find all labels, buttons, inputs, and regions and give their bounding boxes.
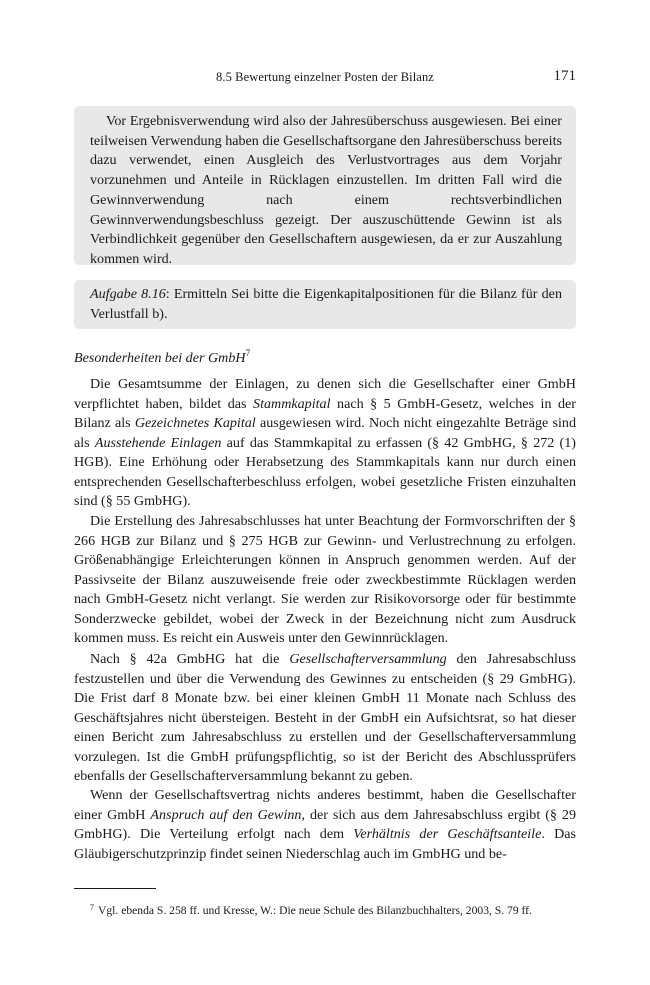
running-header (74, 70, 576, 90)
paragraph-1 (74, 375, 576, 512)
text-run: auf das Stammkapital zu erfassen (§ 42 GmbHG, § 272 (1) HGB). Eine Erhöhung oder Herabsetzung des Stammkapitals kann nur durch einen entsprechenden Gesellschafterbeschluss erfolgen, wobei gesetzliche Fristen einzuhalten sind (§ 55 GmbHG). (74, 434, 576, 509)
text-run: Wenn der Gesellschaftsvertrag nichts anderes bestimmt, haben die Gesellschafter einer GmbH (74, 787, 576, 823)
exercise-body: : Ermitteln Sei bitte die Eigenkapitalpositionen für die Bilanz für den Verlustfall b). (90, 286, 562, 322)
text-run: nach § 5 GmbH-Gesetz, welches in der Bilanz als (74, 395, 577, 431)
term-ausstehende-einlagen: Ausstehende Einlagen (94, 434, 222, 451)
exercise-text (90, 285, 562, 324)
section-footnote-mark: 7 (245, 348, 251, 358)
summary-box (74, 106, 576, 265)
term-gesellschafterversammlung: Gesellschafterversammlung (289, 651, 447, 667)
term-stammkapital: Stammkapital (253, 395, 331, 412)
text-run: Nach § 42a GmbHG hat die (90, 651, 290, 667)
summary-box-text: Vor Ergebnisverwendung wird also der Jahresüberschuss ausgewiesen. Bei einer teilweisen Verwendung haben die Gesellschaftsorgane den Jahresüberschuss bereits dazu verwendet, einen Ausgleich des Verlustvortrages aus dem Vorjahr vorzunehmen und Anteile in Rücklagen einzustellen. Im dritten Fall wird die Gewinnverwendung nach einem rechtsverbindlichen Gewinnverwendungsbeschluss gezeigt. Der auszuschüttende Gewinn ist als Verbindlichkeit gegenüber den Gesellschaftern ausgewiesen, da er zur Auszahlung kommen wird. (90, 113, 562, 267)
section-heading-text: Besonderheiten bei der GmbH (74, 350, 246, 366)
paragraph-2-text: Die Erstellung des Jahresabschlusses hat unter Beachtung der Formvorschriften der § 266 HGB zur Bilanz und § 275 HGB zur Gewinn- und Verlustrechnung zu erfolgen. Größenabhängige Erleichterungen können in Anspruch genommen werden. Auf der Passivseite der Bilanz auszuweisende freie oder zweckbestimmte Rücklagen werden nach GmbH-Gesetz nicht verlangt. Sie werden zur Risikovorsorge oder für bestimmte Sonderzwecke gebildet, wobei der Zweck in der Bezeichnung nicht zum Ausdruck kommen muss. Es reicht ein Ausweis unter den Gewinnrücklagen. (74, 513, 576, 646)
paragraph-2 (74, 512, 576, 649)
text-run: Die Gesamtsumme der Einlagen, zu denen sich die Gesellschafter einer GmbH verpflichtet haben, bildet das (74, 376, 576, 412)
paragraph-3 (74, 650, 576, 787)
footnote-text: Vgl. ebenda S. 258 ff. und Kresse, W.: Die neue Schule des Bilanzbuchhalters, 2003, S. 79 ff. (98, 904, 532, 917)
footnote (90, 900, 576, 918)
term-anspruch-auf-den-gewinn: Anspruch auf den Gewinn (150, 806, 302, 823)
paragraph-4 (74, 786, 576, 864)
text-run: ausgewiesen wird. Noch nicht eingezahlte Beträge sind als (74, 415, 576, 451)
running-header-title: 8.5 Bewertung einzelner Posten der Bilanz (216, 70, 434, 84)
text-run: , der sich aus dem Jahresabschluss ergibt (§ 29 GmbHG). Die Verteilung erfolgt nach dem (74, 806, 576, 842)
text-run: . Das Gläubigerschutzprinzip findet seinen Niederschlag auch im GmbHG und be- (74, 826, 576, 862)
footnote-mark: 7 (90, 903, 94, 912)
section-heading (74, 344, 576, 369)
exercise-label: Aufgabe 8.16 (90, 286, 166, 302)
page-number: 171 (553, 68, 576, 84)
exercise-box (74, 280, 576, 329)
text-run: den Jahresabschluss festzustellen und über die Verwendung des Gewinnes zu entscheiden (§ 29 GmbHG). Die Frist darf 8 Monate bzw. bei einer kleinen GmbH 11 Monate nach Schluss des Geschäftsjahres nicht übersteigen. Besteht in der GmbH ein Aufsichtsrat, so hat dieser einen Bericht zum Jahresabschluss zu erstellen und der Gesellschafterversammlung vorzulegen. Ist die GmbH prüfungspflichtig, so ist der Bericht des Abschlussprüfers ebenfalls der Gesellschafterversammlung bekannt zu geben. (74, 651, 576, 784)
footnote-divider (74, 888, 156, 889)
term-gezeichnetes-kapital: Gezeichnetes Kapital (134, 415, 256, 431)
term-verhaeltnis-der-geschaeftsanteile: Verhältnis der Geschäftsanteile (353, 826, 542, 842)
